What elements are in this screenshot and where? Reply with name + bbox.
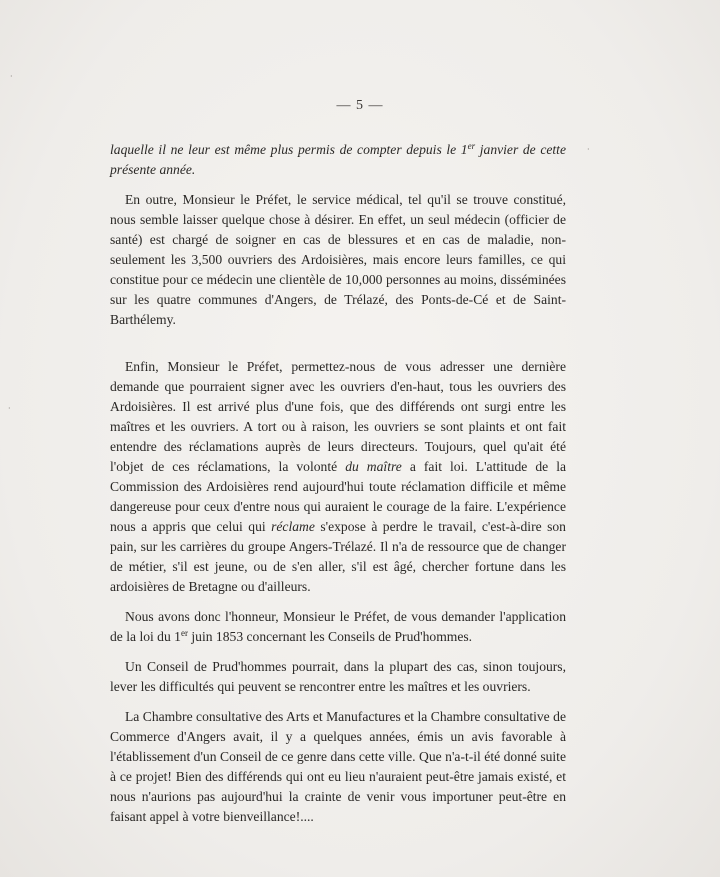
paragraph-last-request xyxy=(110,357,566,597)
body-text xyxy=(110,140,566,827)
margin-speck: · xyxy=(8,404,11,413)
p4-ordinal: er xyxy=(180,628,188,638)
p3-text-c: s'expose à perdre le travail, c'est-à-dire son pain, sur les carrières du groupe Angers-Trélazé. Il n'a de ressource que de changer de métier, s'il est jeune, ou de s'en aller, s'il est âgé, chercher fortune dans les ardoisières de Bretagne ou d'ailleurs. xyxy=(110,519,566,594)
p1-tail: janvier de cette présente année. xyxy=(110,142,566,177)
p1-text: laquelle il ne leur est même plus permis de compter depuis le 1 xyxy=(110,142,468,157)
p3-emphasis-maitre: du maître xyxy=(345,459,402,474)
paragraph-chamber: La Chambre consultative des Arts et Manufactures et la Chambre consultative de Commerce d'Angers avait, il y a quelques années, émis un avis favorable à l'établissement d'un Conseil de ce genre dans cette ville. Que n'a-t-il été donné suite à ce projet! Bien des différends qui ont eu lieu n'auraient peut-être jamais existé, et nous n'aurions pas aujourd'hui la crainte de venir vous importuner peut-être en faisant appel à votre bienveillance!.... xyxy=(110,709,566,824)
page-number: — 5 — xyxy=(336,98,384,113)
p1-ordinal: er xyxy=(467,141,476,151)
paragraph-medical-service: En outre, Monsieur le Préfet, le service médical, tel qu'il se trouve constitué, nous semble laisser quelque chose à désirer. En effet, un seul médecin (officier de santé) est chargé de soigner en cas de blessures et en cas de maladie, non-seulement les 3,500 ouvriers des Ardoisières, mais encore leurs familles, ce qui constitue pour ce médecin une clientèle de 10,000 personnes au moins, disséminées sur les quatre communes d'Angers, de Trélazé, des Ponts-de-Cé et de Saint-Barthélemy. xyxy=(110,192,566,327)
p4-text-a: Nous avons donc l'honneur, Monsieur le Préfet, de vous demander l'application de la loi du 1 xyxy=(110,609,566,644)
paragraph-law-request xyxy=(110,607,566,647)
margin-speck: · xyxy=(587,145,590,154)
p3-text-a: Enfin, Monsieur le Préfet, permettez-nous de vous adresser une dernière demande que pourraient signer avec les ouvriers d'en-haut, tous les ouvriers des Ardoisières. Il est arrivé plus d'une fois, que des différends ont surgi entre les maîtres et les ouvriers. A tort ou à raison, les ouvriers se sont plaints et ont fait entendre des réclamations auprès de leurs directeurs. Toujours, quel qu'ait été l'objet de ces réclamations, la volonté xyxy=(110,359,566,474)
p3-text-b: a fait loi. L'attitude de la Commission des Ardoisières rend aujourd'hui toute réclamation difficile et même dangereuse pour ceux d'entre nous qui auraient le courage de la faire. L'expérience nous a appris que celui qui xyxy=(110,459,567,534)
paragraph-council: Un Conseil de Prud'hommes pourrait, dans la plupart des cas, sinon toujours, lever les difficultés qui peuvent se rencontrer entre les maîtres et les ouvriers. xyxy=(110,659,566,694)
margin-speck: · xyxy=(10,72,13,81)
paragraph-continuation xyxy=(110,140,566,180)
p3-emphasis-reclame: réclame xyxy=(271,519,315,534)
p4-text-b: juin 1853 concernant les Conseils de Prud'hommes. xyxy=(187,629,473,644)
